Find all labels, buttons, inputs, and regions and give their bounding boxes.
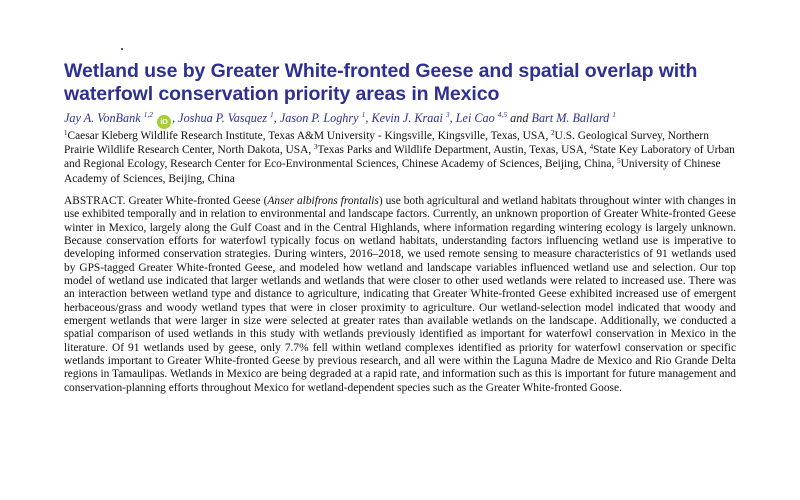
affiliation-number: 4	[589, 143, 594, 152]
affiliation-text: Texas Parks and Wildlife Department, Austin, Texas, USA,	[317, 144, 590, 157]
affiliation-number: 2	[551, 129, 555, 137]
affiliation-number: 1	[64, 129, 68, 137]
author-affiliation-ref: 1	[270, 110, 274, 119]
abstract	[64, 195, 736, 395]
author-name[interactable]: Bart M. Ballard	[531, 111, 610, 125]
affiliation-text: State Key Laboratory of Urban and Regional Ecology, Research Center for Eco-Environmental Sciences, Chinese Academy of Sciences, Beijing, China,	[64, 144, 735, 171]
author-list: Jay A. VonBank $^{1,2}$ iD , Joshua P. Vasquez $^1$, Jason P. Loghry $^1$, Kevin J. Kraai $^3$, Lei Cao $^{4,5}$ and Bart M. Ballard $^1$	[64, 111, 736, 129]
affiliation-text: University of Chinese Academy of Sciences, Beijing, China	[64, 158, 721, 185]
author-name[interactable]: Jay A. VonBank	[64, 111, 141, 125]
author-name[interactable]: Kevin J. Kraai	[371, 111, 443, 125]
orcid-icon[interactable]: iD	[157, 115, 171, 129]
stray-mark	[121, 48, 123, 50]
author-name[interactable]: Jason P. Loghry	[279, 111, 359, 125]
author-conjunction: and	[510, 111, 529, 125]
affiliation-list	[64, 129, 736, 186]
affiliation-number: 5	[617, 157, 621, 166]
author-affiliation-ref: 1	[612, 110, 617, 119]
paper-title: Wetland use by Greater White-fronted Geese and spatial overlap with waterfowl conservation priority areas in Mexico	[64, 60, 698, 105]
author-name[interactable]: Lei Cao	[455, 111, 495, 125]
affiliation-text: Caesar Kleberg Wildlife Research Institute, Texas A&M University - Kingsville, Kingsville, Texas, USA,	[67, 130, 552, 142]
affiliation-text: U.S. Geological Survey, Northern Prairie Wildlife Research Center, North Dakota, USA,	[64, 130, 709, 157]
abstract-body: ) use both agricultural and wetland habitats throughout winter with changes in use exhibited temporally and in relation to environmental and landscape factors. Currently, an unknown proportion of Greater White-fronted Geese winter in Mexico, largely along the Gulf Coast and in the Central Highlands, where information regarding wintering ecology is largely unknown. Because conservation efforts for waterfowl typically focus on wetland habitats, understanding factors influencing wetland use is imperative to developing informed conservation strategies. During winters, 2016–2018, we used remote sensing to measure characteristics of 91 wetlands used by GPS-tagged Greater White-fronted Geese, and modeled how wetland and landscape variables influenced wetland use and selection. Our top model of wetland use indicated that larger wetlands and wetlands that were closer to other used wetlands were related to increased use. There was an interaction between wetland type and distance to agriculture, indicating that Greater White-fronted Geese exhibited increased use of emergent herbaceous/grass and woody wetland types that were in closer proximity to agriculture. Our wetland-selection model indicated that woody and emergent wetlands that were larger in size were selected at greater rates than available wetlands on the landscape. Additionally, we conducted a spatial comparison of used wetlands in this study with wetlands previously identified as important for waterfowl conservation in Mexico in the literature. Of 91 wetlands used by geese, only 7.7% fell within wetland complexes identified as priority for waterfowl conservation or specific wetlands important to Greater White-fronted Geese by previous research, and all were within the Laguna Madre de Mexico and Rio Grande Delta regions in Tamaulipas. Wetlands in Mexico are being degraded at a rapid rate, and information such as this is important for future management and conservation-planning efforts throughout Mexico for wetland-dependent species such as the Greater White-fronted Goose.	[64, 194, 737, 394]
author-name[interactable]: Joshua P. Vasquez	[178, 111, 267, 125]
author-affiliation-ref: 1,2	[143, 110, 154, 119]
author-affiliation-ref: 1	[361, 110, 366, 119]
author-affiliation-ref: 3	[445, 110, 450, 119]
author-affiliation-ref: 4,5	[497, 110, 508, 119]
affiliation-number: 3	[314, 143, 318, 152]
species-name: Anser albifrons frontalis	[267, 194, 379, 207]
abstract-lead: ABSTRACT. Greater White-fronted Geese (	[64, 194, 268, 207]
paper-header	[64, 60, 736, 395]
